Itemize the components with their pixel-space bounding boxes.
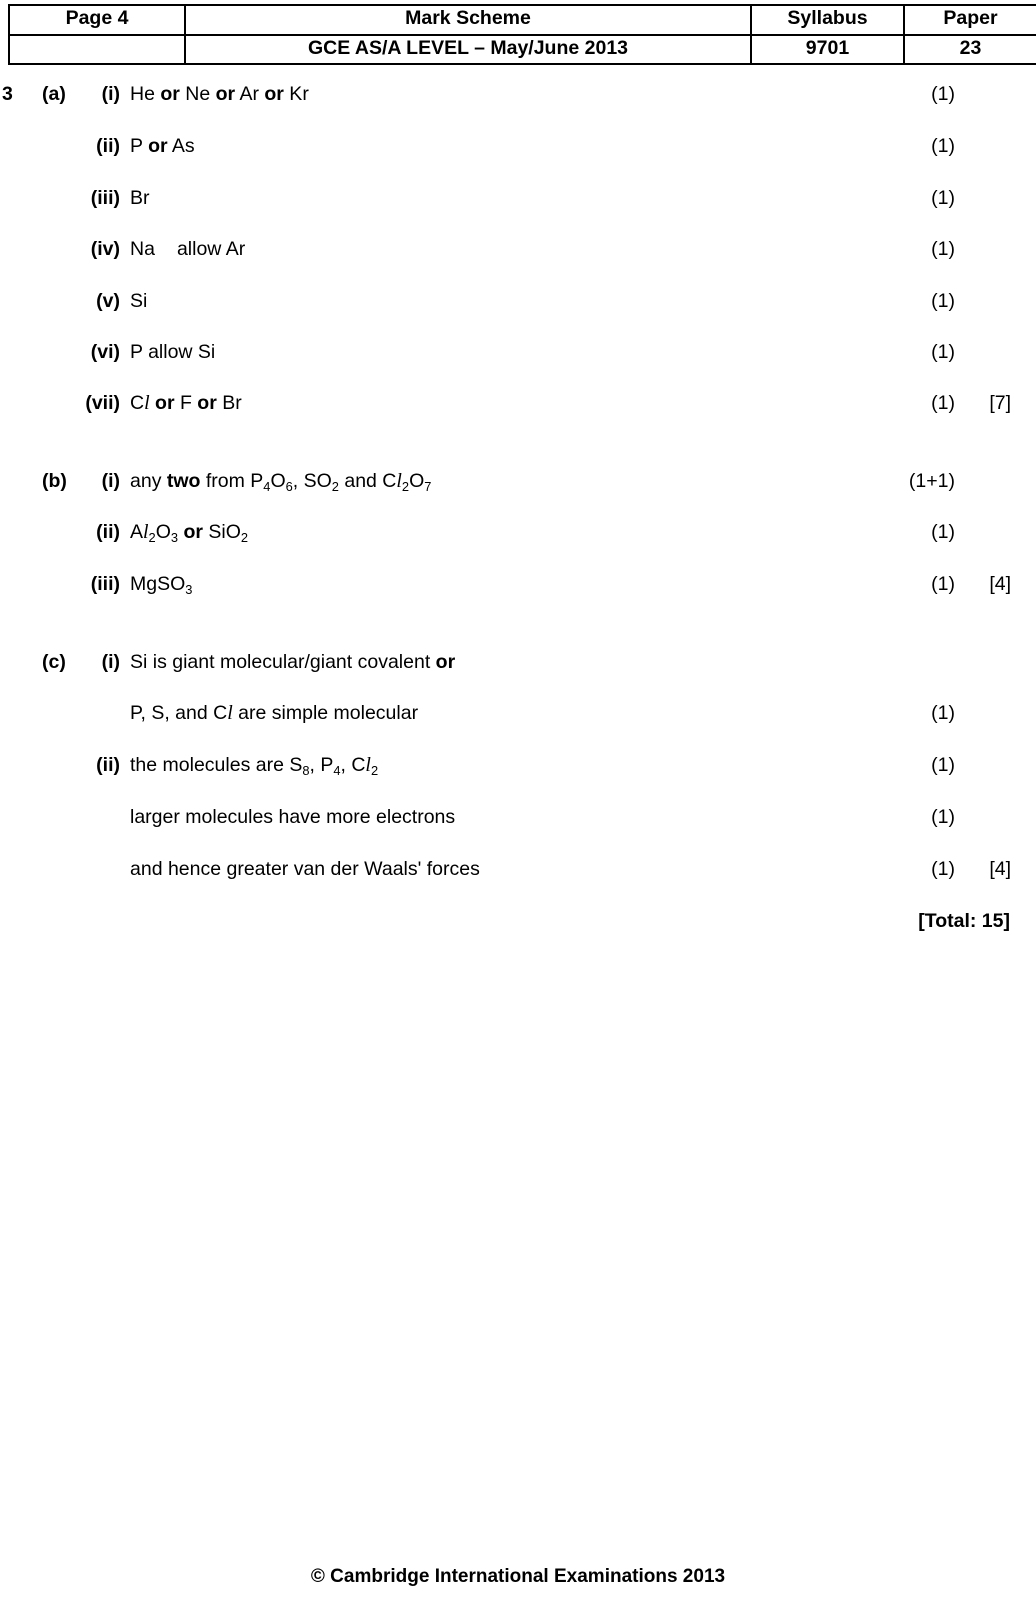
answer-text: $Al_2O_3$ or SiO$_2$ [130, 521, 249, 545]
answer-row [0, 131, 1036, 161]
roman-label: (ii) [96, 521, 120, 543]
roman-label: (i) [101, 470, 120, 492]
answer-row [0, 802, 1036, 832]
header-cell-page: Page 4 [9, 5, 185, 35]
grand-total-label: [Total: 15] [918, 910, 1010, 932]
answer-row [0, 466, 1036, 496]
mark-value: (1) [931, 392, 955, 414]
roman-label: (i) [101, 83, 120, 105]
roman-label: (iv) [90, 238, 120, 260]
page-footer-copyright: © Cambridge International Examinations 2013 [310, 1566, 726, 1587]
mark-value: (1) [931, 754, 955, 776]
answer-row [0, 569, 1036, 599]
answer-row [0, 388, 1036, 418]
answer-row [0, 183, 1036, 213]
mark-value: (1) [931, 238, 955, 260]
roman-label: (ii) [96, 135, 120, 157]
answer-row [0, 647, 1036, 677]
answer-row [0, 286, 1036, 316]
roman-label: (iii) [90, 573, 120, 595]
answer-row [0, 854, 1036, 884]
part-total-mark: [4] [989, 573, 1011, 595]
part-label-c: (c) [42, 651, 66, 673]
mark-value: (1) [931, 573, 955, 595]
mark-value: (1) [931, 521, 955, 543]
roman-label: (iii) [90, 187, 120, 209]
answer-text: any two from $P_4O_6$, $SO_2$ and $Cl_2O_7$ [130, 470, 432, 494]
roman-label: (ii) [96, 754, 120, 776]
roman-label: (vii) [85, 392, 120, 414]
part-total-mark: [7] [989, 392, 1011, 414]
mark-value: (1) [931, 83, 955, 105]
answer-text: P or As [130, 135, 195, 157]
mark-value: (1) [931, 290, 955, 312]
mark-value: (1+1) [908, 470, 955, 492]
answer-text: Cl or F or Br [130, 392, 242, 414]
answer-text: Si [130, 290, 148, 312]
header-value-syllabus-code: 9701 [751, 35, 904, 65]
question-number: 3 [2, 83, 13, 105]
answer-row [0, 234, 1036, 264]
part-label-b: (b) [42, 470, 67, 492]
answer-text: MgSO$_3$ [130, 573, 193, 597]
answer-text: Si is giant molecular/giant covalent or [130, 651, 456, 673]
header-cell-syllabus: Syllabus [751, 5, 904, 35]
answer-row [0, 79, 1036, 109]
answer-text: larger molecules have more electrons [130, 806, 456, 828]
mark-value: (1) [931, 858, 955, 880]
header-cell-paper: Paper [904, 5, 1036, 35]
mark-value: (1) [931, 806, 955, 828]
answer-row [0, 337, 1036, 367]
roman-label: (vi) [90, 341, 120, 363]
answer-text: P, S, and Cl are simple molecular [130, 702, 419, 724]
answer-text: Na allow Ar [130, 238, 246, 260]
part-total-mark: [4] [989, 858, 1011, 880]
answer-row [0, 750, 1036, 780]
grand-total-row [0, 906, 1036, 936]
roman-label: (v) [96, 290, 120, 312]
header-value-exam-session: GCE AS/A LEVEL – May/June 2013 [185, 35, 751, 65]
answer-text: Br [130, 187, 150, 209]
answer-text: the molecules are $S_8$, $P_4$, $Cl_2$ [130, 754, 379, 778]
answer-text: P allow Si [130, 341, 216, 363]
answer-text: He or Ne or Ar or Kr [130, 83, 309, 105]
part-label-a: (a) [42, 83, 66, 105]
answer-row [0, 517, 1036, 547]
header-value-paper-number: 23 [904, 35, 1036, 65]
header-cell-mark-scheme: Mark Scheme [185, 5, 751, 35]
mark-value: (1) [931, 702, 955, 724]
roman-label: (i) [101, 651, 120, 673]
answer-text: and hence greater van der Waals' forces [130, 858, 480, 880]
mark-value: (1) [931, 187, 955, 209]
mark-value: (1) [931, 135, 955, 157]
answer-row [0, 698, 1036, 728]
mark-value: (1) [931, 341, 955, 363]
